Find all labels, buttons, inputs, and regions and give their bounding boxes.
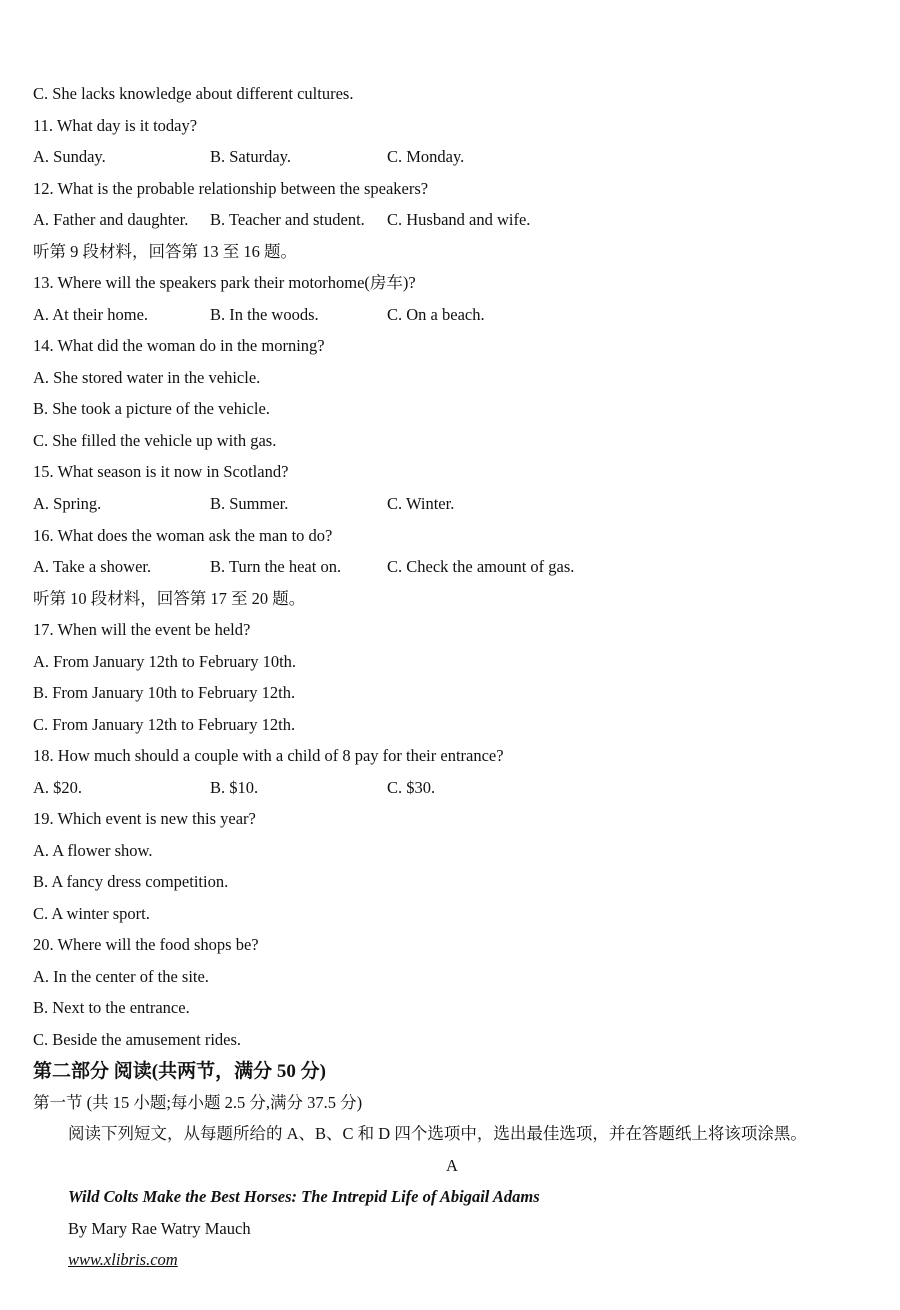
q12-question: 12. What is the probable relationship between the speakers?	[33, 179, 429, 198]
q15-question: 15. What season is it now in Scotland?	[33, 462, 289, 481]
q14-option-a: A. She stored water in the vehicle.	[33, 368, 261, 387]
q16-option-a: A. Take a shower.	[33, 557, 152, 576]
passage-label: A	[446, 1156, 458, 1175]
q12-option-b: B. Teacher and student.	[210, 210, 365, 229]
q11-question: 11. What day is it today?	[33, 116, 198, 135]
q13-option-c: C. On a beach.	[387, 305, 485, 324]
section-1-heading: 第一节 (共 15 小题;每小题 2.5 分,满分 37.5 分)	[33, 1093, 363, 1112]
section-9-heading: 听第 9 段材料，回答第 13 至 16 题。	[33, 242, 297, 261]
book-title: Wild Colts Make the Best Horses: The Intrepid Life of Abigail Adams	[68, 1187, 540, 1206]
reading-instructions: 阅读下列短文，从每题所给的 A、B、C 和 D 四个选项中，选出最佳选项，并在答题纸上将该项涂黑。	[68, 1124, 807, 1143]
q15-option-c: C. Winter.	[387, 494, 455, 513]
q20-option-b: B. Next to the entrance.	[33, 998, 190, 1017]
q18-question: 18. How much should a couple with a child of 8 pay for their entrance?	[33, 746, 504, 765]
q18-option-a: A. $20.	[33, 778, 83, 797]
q13-option-b: B. In the woods.	[210, 305, 319, 324]
q13-question: 13. Where will the speakers park their motorhome(房车)?	[33, 273, 416, 292]
book-author: By Mary Rae Watry Mauch	[68, 1219, 251, 1238]
section-10-heading: 听第 10 段材料，回答第 17 至 20 题。	[33, 589, 306, 608]
part-2-title: 第二部分 阅读(共两节，满分 50 分)	[33, 1061, 326, 1082]
q16-option-c: C. Check the amount of gas.	[387, 557, 575, 576]
q20-option-c: C. Beside the amusement rides.	[33, 1030, 242, 1049]
q19-question: 19. Which event is new this year?	[33, 809, 256, 828]
q17-option-b: B. From January 10th to February 12th.	[33, 683, 296, 702]
q18-option-c: C. $30.	[387, 778, 436, 797]
q20-option-a: A. In the center of the site.	[33, 967, 209, 986]
q16-option-b: B. Turn the heat on.	[210, 557, 342, 576]
q12-option-a: A. Father and daughter.	[33, 210, 189, 229]
q15-option-a: A. Spring.	[33, 494, 102, 513]
q12-option-c: C. Husband and wife.	[387, 210, 531, 229]
q19-option-b: B. A fancy dress competition.	[33, 872, 229, 891]
q19-option-a: A. A flower show.	[33, 841, 153, 860]
q11-option-b: B. Saturday.	[210, 147, 291, 166]
q14-option-c: C. She filled the vehicle up with gas.	[33, 431, 277, 450]
q16-question: 16. What does the woman ask the man to do?	[33, 526, 333, 545]
q17-option-a: A. From January 12th to February 10th.	[33, 652, 297, 671]
q20-question: 20. Where will the food shops be?	[33, 935, 259, 954]
q15-option-b: B. Summer.	[210, 494, 289, 513]
q19-option-c: C. A winter sport.	[33, 904, 150, 923]
q17-question: 17. When will the event be held?	[33, 620, 251, 639]
q14-option-b: B. She took a picture of the vehicle.	[33, 399, 270, 418]
q18-option-b: B. $10.	[210, 778, 259, 797]
q10-option-c: C. She lacks knowledge about different cultures.	[33, 84, 354, 103]
q11-option-a: A. Sunday.	[33, 147, 106, 166]
book-website: www.xlibris.com	[68, 1250, 178, 1269]
q13-option-a: A. At their home.	[33, 305, 149, 324]
q14-question: 14. What did the woman do in the morning?	[33, 336, 325, 355]
q11-option-c: C. Monday.	[387, 147, 465, 166]
q17-option-c: C. From January 12th to February 12th.	[33, 715, 296, 734]
